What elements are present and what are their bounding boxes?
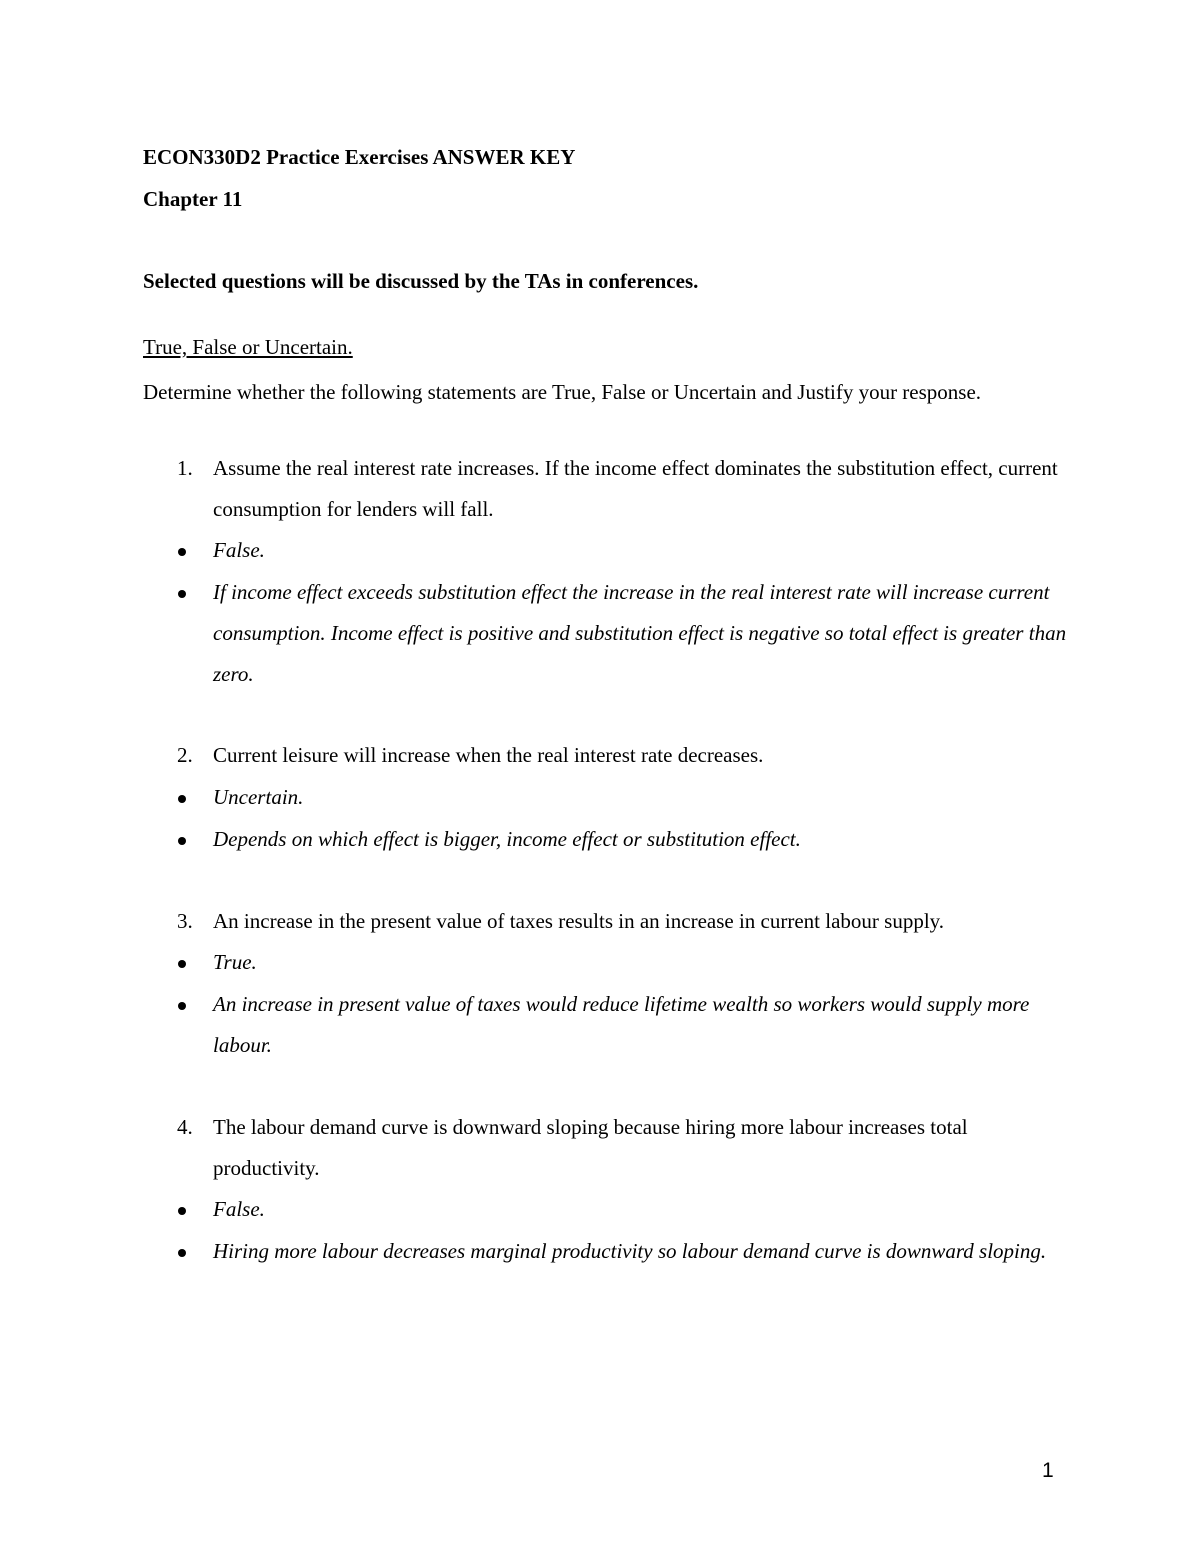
- explanation-2: [143, 819, 1073, 860]
- bullet-icon: [178, 795, 186, 803]
- answer-4: [143, 1189, 1073, 1230]
- explanation-3: [143, 984, 1073, 1066]
- question-number: 2.: [177, 743, 193, 767]
- bullet-icon: [178, 837, 186, 845]
- question-3: [143, 901, 1073, 942]
- bullet-icon: [178, 1249, 186, 1257]
- question-number: 1.: [177, 456, 193, 480]
- instructions-paragraph: Determine whether the following statements are True, False or Uncertain and Justify your response.: [143, 380, 982, 404]
- explanation-text: Hiring more labour decreases marginal productivity so labour demand curve is downward sloping.: [213, 1239, 1047, 1263]
- question-2: [143, 735, 1073, 776]
- question-4: [143, 1107, 1073, 1189]
- answer-text: Uncertain.: [213, 785, 304, 809]
- question-text: Assume the real interest rate increases. If the income effect dominates the substitution effect, current consumption for lenders will fall.: [213, 456, 1058, 521]
- question-1: [143, 448, 1073, 530]
- explanation-text: If income effect exceeds substitution effect the increase in the real interest rate will increase current consumption. Income effect is positive and substitution effect is negative so total effect is greater than zero.: [213, 580, 1067, 686]
- bullet-icon: [178, 1002, 186, 1010]
- chapter-heading: Chapter 11: [143, 187, 243, 211]
- answer-text: False.: [213, 538, 265, 562]
- answer-2: [143, 777, 1073, 818]
- explanation-text: An increase in present value of taxes would reduce lifetime wealth so workers would supply more labour.: [213, 992, 1030, 1057]
- explanation-1: [143, 572, 1073, 695]
- document-title: ECON330D2 Practice Exercises ANSWER KEY: [143, 145, 576, 169]
- bullet-icon: [178, 1207, 186, 1215]
- page-number: 1: [1042, 1459, 1054, 1482]
- answer-text: True.: [213, 950, 257, 974]
- explanation-text: Depends on which effect is bigger, income effect or substitution effect.: [213, 827, 801, 851]
- question-number: 3.: [177, 909, 193, 933]
- answer-3: [143, 942, 1073, 983]
- question-text: An increase in the present value of taxes results in an increase in current labour supply.: [213, 909, 945, 933]
- question-text: Current leisure will increase when the real interest rate decreases.: [213, 743, 764, 767]
- answer-text: False.: [213, 1197, 265, 1221]
- bullet-icon: [178, 960, 186, 968]
- answer-1: [143, 530, 1073, 571]
- bullet-icon: [178, 590, 186, 598]
- section-heading: True, False or Uncertain.: [143, 335, 353, 359]
- question-text: The labour demand curve is downward sloping because hiring more labour increases total productivity.: [213, 1115, 968, 1180]
- bullet-icon: [178, 548, 186, 556]
- explanation-4: [143, 1231, 1073, 1272]
- conference-note: Selected questions will be discussed by the TAs in conferences.: [143, 269, 699, 293]
- question-number: 4.: [177, 1115, 193, 1139]
